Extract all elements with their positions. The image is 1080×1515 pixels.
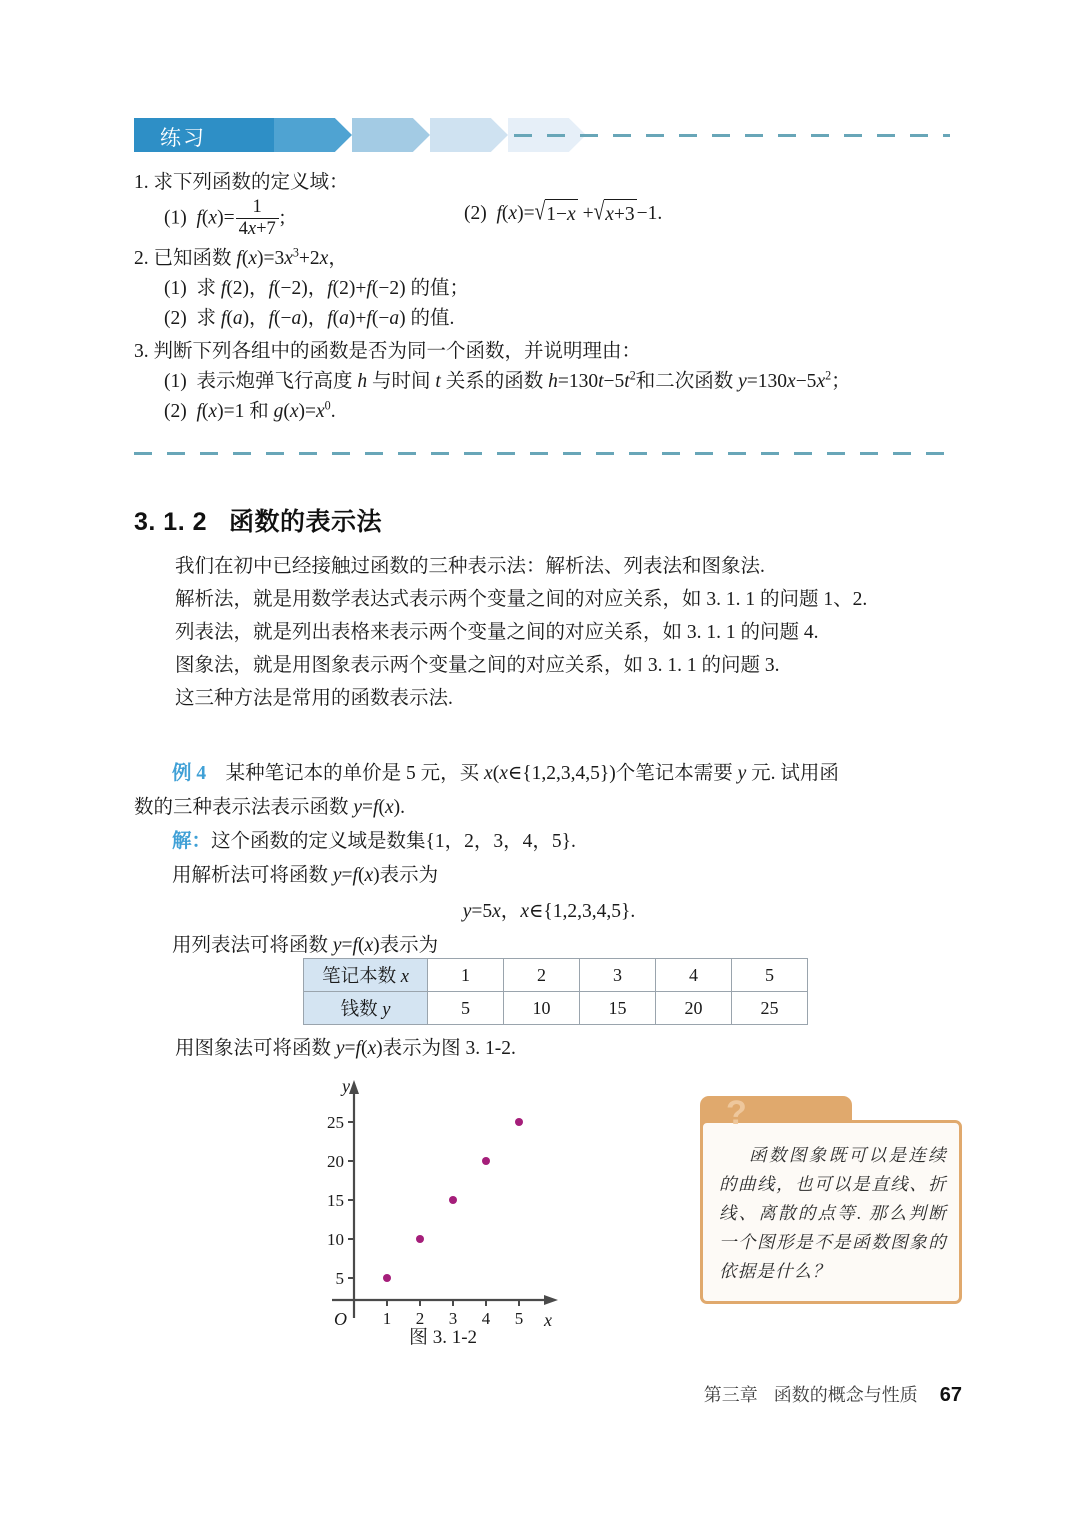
example-solution-line-4: 用图象法可将函数 y=f(x)表示为图 3. 1-2. — [175, 1038, 516, 1059]
exercise-1-part-2: (2) f(x)=√1−x +√x+3 −1. — [464, 198, 662, 241]
example-statement-line-2: 数的三种表示法表示函数 y=f(x). — [134, 797, 405, 818]
scatter-figure — [318, 1072, 568, 1362]
exercise-1-part-1: (1) f(x)= $\frac{1}{4x+7}$ ; — [164, 196, 286, 239]
exercise-1-parts — [134, 198, 964, 241]
data-point — [416, 1235, 424, 1243]
exercise-item-2 — [134, 244, 964, 334]
worked-example — [134, 757, 964, 963]
x-tick-label: 3 — [448, 1309, 458, 1328]
table-cell: 2 — [504, 959, 580, 992]
table-row-header-y: 钱数 y — [304, 992, 428, 1025]
y-tick-label: 25 — [327, 1113, 344, 1132]
exercise-3-part-2: (2) f(x)=1 和 $g(x)=x^0$. — [164, 398, 336, 422]
example-solution-line-3: 用列表法可将函数 y=f(x)表示为 — [172, 935, 439, 956]
body-paragraphs — [175, 550, 965, 715]
data-point — [383, 1274, 391, 1282]
y-tick-label: 5 — [335, 1269, 344, 1288]
x-tick-label: 1 — [382, 1309, 392, 1328]
value-table — [303, 958, 808, 1025]
body-paragraph: 这三种方法是常用的函数表示法. — [175, 688, 453, 709]
note-card-body — [700, 1120, 962, 1304]
footer-chapter: 第三章 — [703, 1385, 758, 1405]
banner-dashed-rule — [514, 134, 950, 137]
example-solution-line-2: 用解析法可将函数 y=f(x)表示为 — [172, 865, 439, 886]
exercise-3-part-1-label: (1) — [164, 370, 187, 392]
y-tick-label: 10 — [327, 1230, 344, 1249]
question-mark-icon: ? — [726, 1094, 747, 1132]
scatter-plot-svg — [318, 1072, 568, 1362]
body-paragraph: 列表法，就是列出表格来表示两个变量之间的对应关系，如 3. 1. 1 的问题 4. — [175, 622, 819, 643]
y-tick-label: 15 — [327, 1191, 344, 1210]
x-tick-label: 2 — [415, 1309, 425, 1328]
body-paragraph: 我们在初中已经接触过函数的三种表示法：解析法、列表法和图象法. — [175, 556, 765, 577]
exercise-2-part-1-label: (1) — [164, 277, 187, 299]
exercise-item-3 — [134, 337, 964, 427]
exercise-3-part-2-label: (2) — [164, 400, 187, 422]
exercise-1-part-2-label: (2) — [464, 203, 487, 224]
table-cell: 4 — [656, 959, 732, 992]
data-point — [482, 1157, 490, 1165]
exercise-2-part-2: (2) 求 f(a)，f(−a)，f(a)+f(−a) 的值. — [164, 307, 455, 329]
exercise-1-part-1-label: (1) — [164, 207, 187, 229]
body-paragraph: 图象法，就是用图象表示两个变量之间的对应关系，如 3. 1. 1 的问题 3. — [175, 655, 780, 676]
banner-chevron-2 — [274, 118, 352, 152]
exercise-1-stem — [134, 168, 964, 198]
exercise-2-part-2-label: (2) — [164, 307, 187, 329]
exercise-2-stem: 2. 已知函数 $f(x)=3x^3+2x$， — [134, 245, 348, 269]
banner-chevron-4 — [430, 118, 508, 152]
table-cell: 15 — [580, 992, 656, 1025]
example-equation: y=5x，x∈{1,2,3,4,5}. — [462, 901, 636, 922]
footer-page-number: 67 — [939, 1384, 962, 1406]
practice-banner — [134, 118, 950, 152]
exercise-2-part-1: (1) 求 f(2)，f(−2)，f(2)+f(−2) 的值； — [164, 277, 469, 299]
exercise-1-stem-text: 求下列函数的定义域： — [153, 172, 349, 193]
table-cell: 3 — [580, 959, 656, 992]
exercise-3-part-1: (1) 表示炮弹飞行高度 h 与时间 t 关系的函数 $h=130t-5t^2$和二次函数 $y=130x-5x^2$； — [164, 368, 851, 392]
table-cell: 1 — [428, 959, 504, 992]
solution-text-1: 这个函数的定义域是数集{1，2，3，4，5}. — [211, 831, 576, 852]
thinking-note-card — [700, 1096, 962, 1304]
exercise-2-number: 2. — [134, 247, 149, 269]
example-tag: 例 4 — [172, 763, 207, 784]
page-title — [134, 502, 382, 538]
page-footer — [0, 1381, 1080, 1407]
x-axis-label: x — [544, 1310, 552, 1330]
table-row — [304, 992, 808, 1025]
y-axis-label: y — [342, 1076, 350, 1096]
y-tick-label: 20 — [327, 1152, 344, 1171]
body-paragraph: 解析法，就是用数学表达式表示两个变量之间的对应关系，如 3. 1. 1 的问题 1、2. — [175, 589, 868, 610]
section-number: 3. 1. 2 — [134, 508, 207, 536]
data-point — [515, 1118, 523, 1126]
origin-label: O — [334, 1309, 347, 1329]
table-row — [304, 959, 808, 992]
practice-banner-label: 练习 — [160, 127, 206, 150]
example-solution-line-1 — [134, 825, 964, 859]
exercise-1-number: 1. — [134, 172, 149, 193]
x-tick-label: 5 — [514, 1309, 524, 1328]
y-axis-arrow — [349, 1080, 359, 1094]
table-cell: 5 — [428, 992, 504, 1025]
table-cell: 20 — [656, 992, 732, 1025]
section-dashed-rule — [134, 452, 950, 455]
exercise-3-number: 3. — [134, 340, 149, 362]
figure-caption: 图 3. 1-2 — [408, 1327, 478, 1348]
table-cell: 5 — [732, 959, 808, 992]
table-row-header-x: 笔记本数 x — [304, 959, 428, 992]
table-cell: 10 — [504, 992, 580, 1025]
solution-tag: 解： — [172, 831, 212, 852]
exercise-3-stem — [134, 337, 964, 367]
exercise-3-stem-text: 判断下列各组中的函数是否为同一个函数，并说明理由： — [153, 340, 642, 362]
example-statement-line-1: 例 4 某种笔记本的单价是 5 元，买 x(x∈{1,2,3,4,5})个笔记本需要 y 元. 试用函 — [172, 763, 839, 784]
section-title: 函数的表示法 — [229, 508, 383, 536]
exercise-item-1 — [134, 168, 964, 241]
exercise-list — [134, 168, 964, 430]
x-tick-label: 4 — [481, 1309, 491, 1328]
table-cell: 25 — [732, 992, 808, 1025]
banner-chevron-3 — [352, 118, 430, 152]
data-point — [449, 1196, 457, 1204]
footer-title: 函数的概念与性质 — [773, 1385, 918, 1405]
note-card-text: 函数图象既可以是连续的曲线，也可以是直线、折线、离散的点等. 那么判断一个图形是不是函数图象的依据是什么？ — [719, 1145, 947, 1281]
x-axis-arrow — [544, 1295, 558, 1305]
